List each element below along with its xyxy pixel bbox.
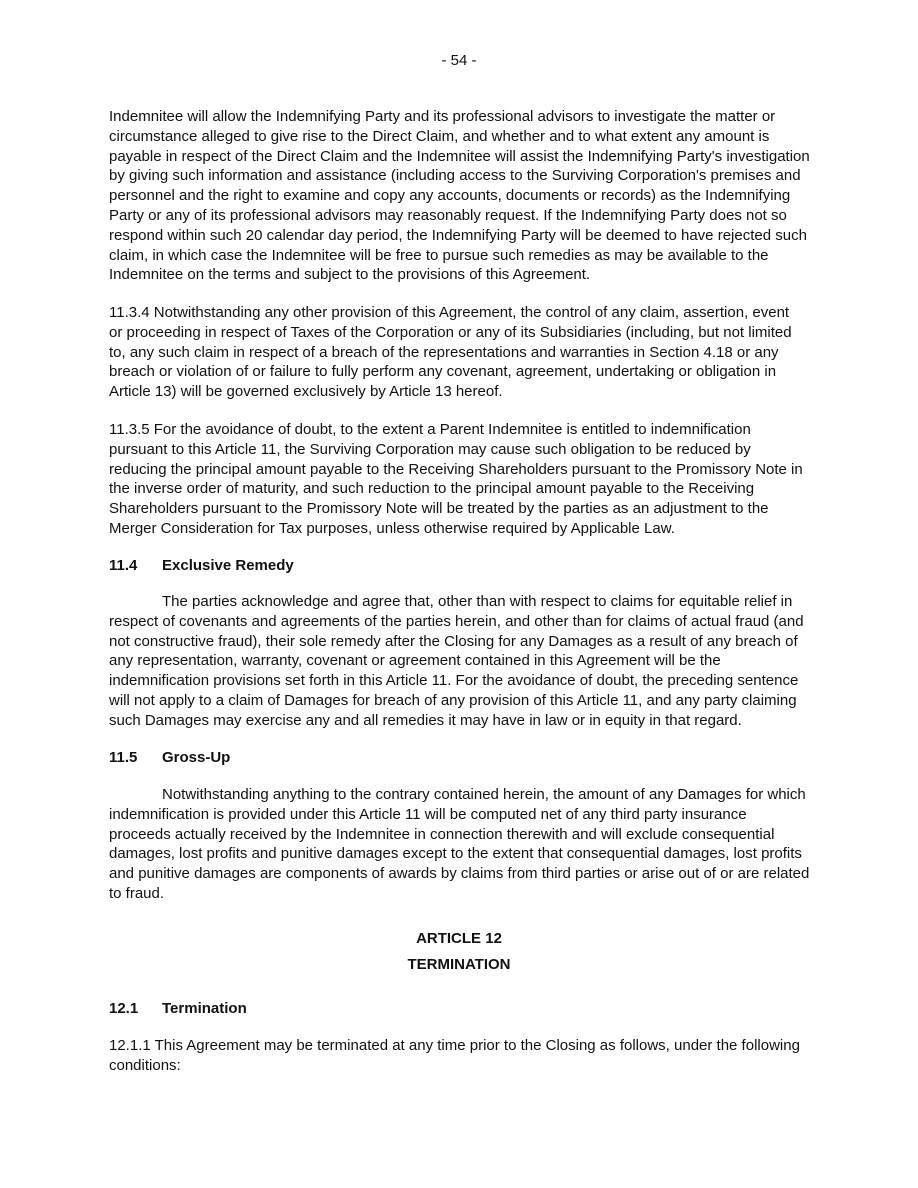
paragraph-11-3-4 [109, 303, 829, 402]
text-line: Indemnitee will allow the Indemnifying Party and its professional advisors to investigate the matter or [109, 108, 776, 125]
text-line: respect of covenants and agreements of the parties herein, and other than for claims of actual fraud (and [109, 612, 804, 630]
section-heading-11-5 [109, 749, 829, 766]
section-title: Gross-Up [162, 749, 231, 766]
text-line: by giving such information and assistance (including access to the Surviving Corporation's premises and [109, 167, 801, 185]
text-line: to, any such claim in respect of a breach of the representations and warranties in Section 4.18 or any [109, 343, 779, 361]
text-line: respond within such 20 calendar day period, the Indemnifying Party will be deemed to have rejected such [109, 226, 807, 244]
text-line: such Damages may exercise any and all remedies it may have in law or in equity in that regard. [109, 711, 742, 729]
section-number: 11.5 [109, 749, 138, 766]
text-line: 12.1.1 This Agreement may be terminated at any time prior to the Closing as follows, under the following [109, 1037, 800, 1054]
text-line: Party or any of its professional advisors may reasonably request. If the Indemnifying Party does not so [109, 206, 787, 224]
text-line: any representation, warranty, covenant or agreement contained in this Agreement will be the [109, 652, 721, 670]
text-line: Article 13) will be governed exclusively by Article 13 hereof. [109, 383, 503, 401]
section-heading-11-4 [109, 557, 829, 574]
text-line: 11.3.5 For the avoidance of doubt, to the extent a Parent Indemnitee is entitled to indemnification [109, 421, 751, 438]
text-line: Shareholders pursuant to the Promissory Note will be treated by the parties as an adjustment to the [109, 500, 769, 518]
text-line: indemnification is provided under this Article 11 will be computed net of any third party insurance [109, 805, 747, 823]
text-line: Merger Consideration for Tax purposes, unless otherwise required by Applicable Law. [109, 519, 675, 537]
section-number: 11.4 [109, 557, 138, 574]
text-line: proceeds actually received by the Indemnitee in connection therewith and will exclude consequential [109, 825, 775, 843]
text-line: will not apply to a claim of Damages for breach of any provision of this Article 11, and any party claiming [109, 691, 797, 709]
paragraph-indemnitee-investigation [109, 107, 829, 285]
text-line: The parties acknowledge and agree that, other than with respect to claims for equitable relief in [162, 593, 793, 610]
paragraph-12-1-1 [109, 1036, 829, 1076]
text-line: 11.3.4 Notwithstanding any other provision of this Agreement, the control of any claim, assertion, event [109, 304, 790, 321]
section-title: Termination [162, 1000, 247, 1017]
paragraph-11-3-5 [109, 420, 829, 539]
text-line: not constructive fraud), their sole remedy after the Closing for any Damages as a result of any breach of [109, 632, 798, 650]
text-line: damages, lost profits and punitive damages except to the extent that consequential damages, lost profits [109, 845, 802, 863]
text-line: personnel and the right to examine and copy any accounts, documents or records) as the Indemnifying [109, 187, 791, 205]
text-line: Notwithstanding anything to the contrary contained herein, the amount of any Damages for which [162, 786, 806, 803]
text-line: pursuant to this Article 11, the Surviving Corporation may cause such obligation to be reduced by [109, 440, 751, 458]
text-line: reducing the principal amount payable to the Receiving Shareholders pursuant to the Promissory Note in [109, 460, 803, 478]
section-number: 12.1 [109, 1000, 139, 1017]
text-line: and punitive damages are components of awards by claims from third parties or arise out of or are related [109, 865, 810, 883]
paragraph-gross-up [109, 785, 829, 904]
page-number: - 54 - [441, 52, 477, 69]
paragraph-exclusive-remedy [109, 592, 829, 731]
text-line: Indemnitee on the terms and subject to the provisions of this Agreement. [109, 266, 591, 284]
text-line: breach or violation of or failure to fully perform any covenant, agreement, undertaking or obligation in [109, 363, 777, 381]
section-heading-12-1 [109, 1000, 829, 1017]
article-title: TERMINATION [407, 956, 511, 973]
text-line: the inverse order of maturity, and such reduction to the principal amount payable to the Receiving [109, 480, 755, 498]
text-line: to fraud. [109, 884, 165, 902]
text-line: or proceeding in respect of Taxes of the Corporation or any of its Subsidiaries (including, but not limited [109, 323, 792, 341]
text-line: conditions: [109, 1056, 181, 1074]
text-line: circumstance alleged to give rise to the Direct Claim, and whether and to what extent any amount is [109, 127, 770, 145]
text-line: payable in respect of the Direct Claim and the Indemnitee will assist the Indemnifying Party's investigation [109, 147, 810, 165]
text-line: claim, in which case the Indemnitee will be free to pursue such remedies as may be available to the [109, 246, 769, 264]
text-line: indemnification provisions set forth in this Article 11. For the avoidance of doubt, the preceding sentence [109, 672, 799, 690]
section-title: Exclusive Remedy [162, 557, 294, 574]
article-number: ARTICLE 12 [416, 930, 502, 947]
